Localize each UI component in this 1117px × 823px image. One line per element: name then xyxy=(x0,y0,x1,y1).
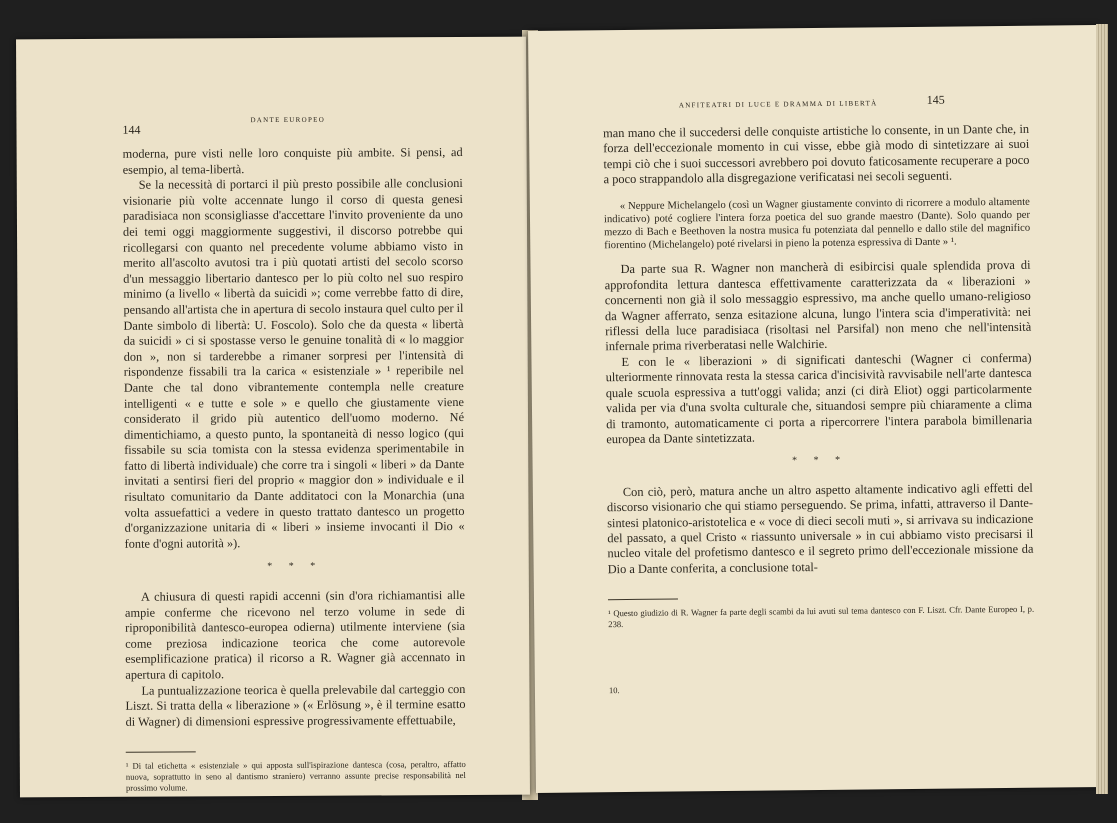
left-page xyxy=(16,37,530,798)
paragraph: La puntualizzazione teorica è quella prelevabile dal carteggio con Liszt. Si tratta della « liberazione » (« Erlösung », è il termine esatto di Wagner) di dimensioni espressive progressivamente effettuabile, xyxy=(125,681,466,729)
page-edges xyxy=(1096,24,1108,794)
footnote: ¹ Questo giudizio di R. Wagner fa parte degli scambi da lui avuti sul tema dantesco con F. Liszt. Cfr. Dante Europeo I, p. 238. xyxy=(608,603,1035,630)
footnote-rule xyxy=(608,599,678,601)
paragraph: Se la necessità di portarci il più presto possibile alle conclusioni visionarie più volte accennate lungo il corso di questa genesi paradisiaca non sconsigliasse d'accettare l'invito proveniente da uno dei temi oggi maggiormente suggestivi, il discorso potrebbe qui ricollegarsi con quanto nel precedente volume abbiamo visto in merito all'ascolto avutosi tra i più quotati artisti del secolo scorso d'un messaggio libertario dantesco per lo più colto nel suo respiro minimo (a livello « libertà da suicidi »; come verrebbe fatto di dire, pensando all'artista che in apertura di secolo instaura quel culto per il Dante simbolo di libertà: U. Foscolo). Solo che da questa « libertà da suicidi » ci si spostasse verso le genuine tonalità di « lo maggior don », non si tarderebbe a rimaner sorpresi per l'intensità di rispondenze fissabili tra la carica « esistenziale » ¹ reperibile nel Dante che tal dono vibrantemente contempla nelle creature intelligenti « e tutte e sole » e quello che giustamente viene considerato il grido più autentico dell'uomo moderno. Né dimentichiamo, a questo punto, la spontaneità di nesso logico (qui fissabile su scia tomista con la stessa evidenza sperimentabile in fatto di libertà individuale) che corre tra i singoli « liberi » da Dante invitati a sentirsi fieri del proprio « maggior don » individuale e il risultato comunitario da Dante additatoci con la Monarchia (una volta assuefattici a vedere in questo trattato dantesco un progetto d'organizzazione unitaria di « liberi » insieme invocanti il Dio « fonte d'ogni autorità »). xyxy=(122,176,465,551)
footnote: ¹ Di tal etichetta « esistenziale » qui apposta sull'ispirazione dantesca (cosa, peraltro, affatto nuova, soprattutto in seno al dantismo straniero) verranno assunte precise responsabilità nel prossimo volume. xyxy=(125,759,466,794)
paragraph: Da parte sua R. Wagner non mancherà di esibircisi quale splendida prova di approfondita lettura dantesca effettivamente caratterizzata da « liberazioni » concernenti non già il solo messaggio espressivo, ma anche quello umano-religioso da Wagner afferrato, senza esitazione alcuna, lungo l'intera scia d'imperatività: nei riflessi della luce paradisiaca (risoltasi nel Parsifal) non meno che nell'intensità infernale prima riverberatasi nelle Walchirie. xyxy=(604,258,1032,354)
running-head: DANTE EUROPEO xyxy=(250,115,326,125)
page-number: 145 xyxy=(926,92,945,107)
body-text xyxy=(123,145,466,794)
paragraph: moderna, pure visti nelle loro conquiste più ambite. Si pensi, ad esempio, al tema-libertà. xyxy=(122,145,463,177)
signature-mark: 10. xyxy=(608,685,620,696)
section-break: * * * xyxy=(267,561,323,573)
running-head: ANFITEATRI DI LUCE E DRAMMA DI LIBERTÀ xyxy=(678,99,878,110)
footnote-rule xyxy=(126,752,196,753)
paragraph: Con ciò, però, matura anche un altro aspetto altamente indicativo agli effetti del discorso visionario che qui stiamo perseguendo. Se prima, infatti, attraverso il Dante-sintesi platonico-aristotelica e « voce di dieci secoli muti », si arrivava su indicazione del passato, a quel Cristo « riassunto universale » in cui abbiamo visto precisarsi il nucleo vitale del profetismo dantesco e il segreto primo dell'eccezionale missione da Dio a Dante conferita, a conclusione total- xyxy=(606,480,1034,576)
paragraph: E con le « liberazioni » di significati danteschi (Wagner ci conferma) ulteriormente rinnovata resta la stessa carica d'incisività ravvisabile nell'arte dantesca quale scuola espressiva a tutt'oggi valida; anzi (ci dirà Eliot) oggi particolarmente valida per via d'una svolta culturale che, situandosi sempre più chiaramente a clima di tramonto, automaticamente ci porta a ripercorrere l'intera parabola bimillenaria europea da Dante sintetizzata. xyxy=(605,350,1033,447)
page-number: 144 xyxy=(122,122,141,137)
paragraph: man mano che il succedersi delle conquiste artistiche lo consente, in un Dante che, in forza dell'eccezionale momento in cui visse, ebbe già modo di sintetizzare ai suoi tempi ciò che i suoi successori avrebbero poi dovuto faticosamente recuperare a poco a poco strappandolo alla disgregazione verificatasi nei secoli seguenti. xyxy=(603,121,1030,187)
paragraph: A chiusura di questi rapidi accenni (sin d'ora richiamantisi alle ampie conferme che ricevono nel terzo volume in sede di riproponibilità dantesco-europea odierna) utilmente interviene (sia come preziosa indicazione teorica che come autorevole esemplificazione pratica) il ricorso a R. Wagner già accennato in apertura di capitolo. xyxy=(124,588,466,682)
block-quote: « Neppure Michelangelo (così un Wagner giustamente convinto di ricorrere a modulo altamente indicativo) poté cogliere l'intera forza poetica del suo grande maestro (Dante). Solo quando per mezzo di Bach e Beethoven la nostra musica fu potenziata dal pennello e dallo stile del magnifico fiorentino (Michelangelo) poté rivelarsi in pieno la potenza espressiva di Dante » ¹. xyxy=(603,196,1031,252)
right-page xyxy=(528,25,1104,793)
section-break: * * * xyxy=(791,454,848,467)
body-text xyxy=(603,122,1034,631)
